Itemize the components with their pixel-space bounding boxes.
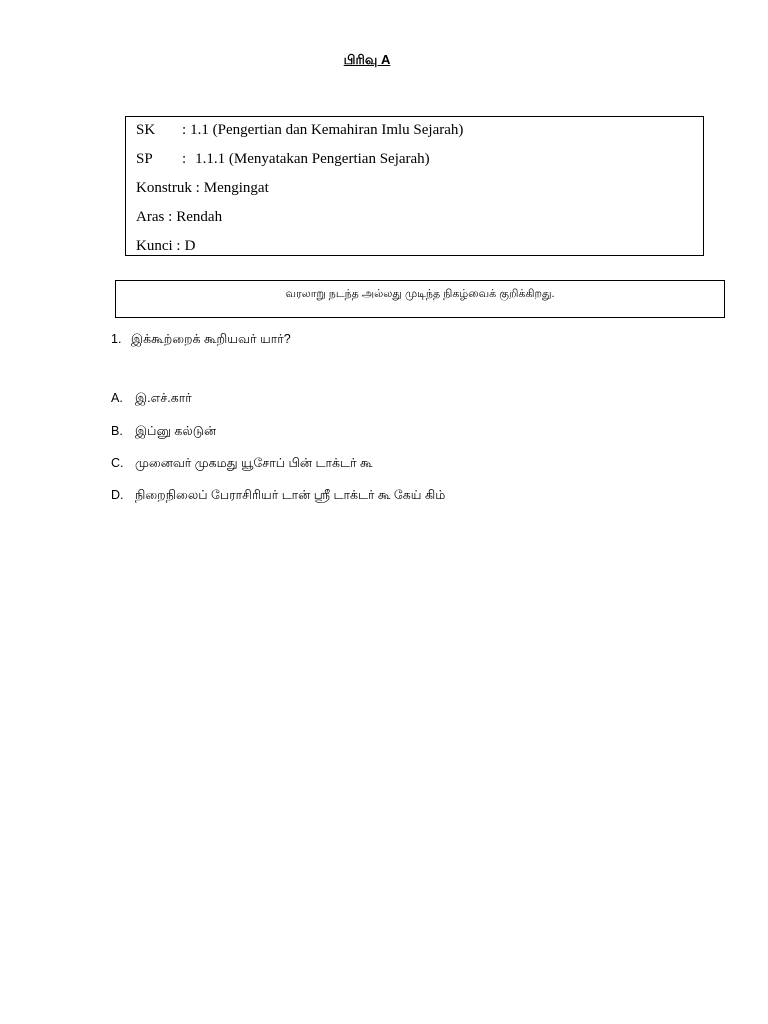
info-row-sp	[136, 150, 430, 168]
info-value-sk: 1.1 (Pengertian dan Kemahiran Imlu Sejarah)	[190, 122, 464, 138]
option-b[interactable]	[111, 424, 216, 440]
info-key-sp: SP	[136, 151, 153, 167]
info-key-aras: Aras	[136, 209, 165, 225]
option-text: இ.எச்.கார்	[135, 391, 192, 405]
info-row-konstruk	[136, 179, 269, 197]
question-text: இக்கூற்றைக் கூறியவர் யார்?	[131, 332, 291, 346]
section-title: பிரிவு A	[343, 52, 391, 67]
option-c[interactable]	[111, 456, 373, 472]
quote-text: வரலாறு நடந்த அல்லது முடிந்த நிகழ்வைக் குறிக்கிறது.	[285, 288, 555, 300]
question-info-box	[125, 116, 704, 256]
question-number: 1.	[111, 332, 122, 346]
info-value-sp: 1.1.1 (Menyatakan Pengertian Sejarah)	[195, 151, 430, 167]
quote-box	[115, 280, 725, 318]
info-key-kunci: Kunci	[136, 238, 173, 254]
option-letter: C.	[111, 456, 124, 470]
info-value-kunci: D	[184, 238, 196, 254]
info-key-konstruk: Konstruk	[136, 180, 192, 196]
info-row-aras	[136, 208, 222, 226]
option-a[interactable]	[111, 391, 192, 407]
option-d[interactable]	[111, 488, 445, 504]
info-value-aras: Rendah	[176, 209, 223, 225]
info-separator: :	[195, 180, 200, 196]
info-separator: :	[182, 122, 187, 138]
option-letter: B.	[111, 424, 123, 438]
question-1	[111, 332, 291, 348]
option-letter: D.	[111, 488, 124, 502]
info-separator: :	[182, 151, 187, 167]
info-separator: :	[168, 209, 173, 225]
option-text: முனைவர் முகமது யூசோப் பின் டாக்டர் கூ	[135, 456, 373, 470]
info-separator: :	[176, 238, 181, 254]
info-value-konstruk: Mengingat	[203, 180, 269, 196]
option-text: நிறைநிலைப் பேராசிரியர் டான் ஸ்ரீ டாக்டர் கூ கேய் கிம்	[135, 488, 446, 502]
info-row-sk	[136, 121, 463, 139]
option-letter: A.	[111, 391, 123, 405]
info-key-sk: SK	[136, 122, 156, 138]
option-text: இப்னு கல்டுன்	[135, 424, 217, 438]
info-row-kunci	[136, 237, 195, 255]
